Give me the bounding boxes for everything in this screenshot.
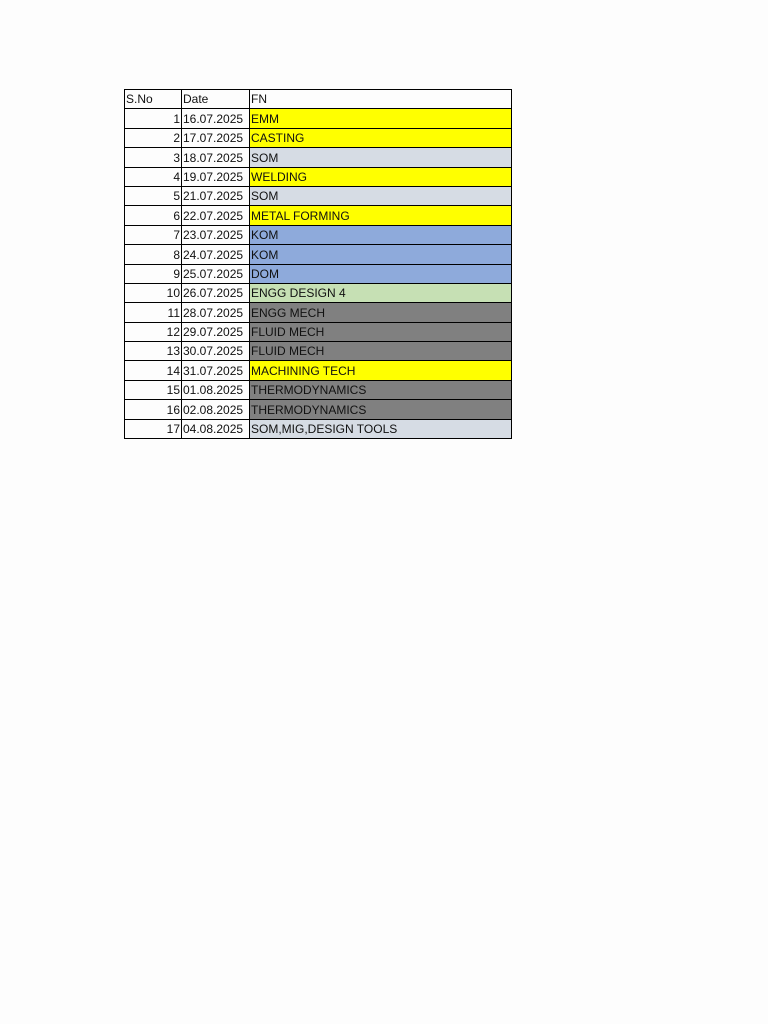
table-row [125, 322, 512, 341]
cell-date[interactable]: 31.07.2025 [182, 361, 250, 380]
schedule-table [124, 89, 512, 439]
cell-date[interactable]: 25.07.2025 [182, 264, 250, 283]
header-sno[interactable]: S.No [125, 90, 182, 109]
cell-fn[interactable]: KOM [250, 225, 512, 244]
table-row [125, 264, 512, 283]
cell-fn[interactable]: WELDING [250, 167, 512, 186]
cell-sno[interactable]: 7 [125, 225, 182, 244]
cell-sno[interactable]: 12 [125, 322, 182, 341]
table-row [125, 400, 512, 419]
cell-date[interactable]: 19.07.2025 [182, 167, 250, 186]
cell-fn[interactable]: METAL FORMING [250, 206, 512, 225]
cell-sno[interactable]: 3 [125, 148, 182, 167]
cell-date[interactable]: 17.07.2025 [182, 128, 250, 147]
cell-sno[interactable]: 1 [125, 109, 182, 128]
cell-date[interactable]: 24.07.2025 [182, 245, 250, 264]
cell-sno[interactable]: 9 [125, 264, 182, 283]
table-row [125, 128, 512, 147]
table-row [125, 186, 512, 205]
table-row [125, 167, 512, 186]
cell-date[interactable]: 26.07.2025 [182, 283, 250, 302]
cell-fn[interactable]: DOM [250, 264, 512, 283]
cell-fn[interactable]: ENGG MECH [250, 303, 512, 322]
header-row [125, 90, 512, 109]
cell-fn[interactable]: SOM [250, 148, 512, 167]
cell-sno[interactable]: 11 [125, 303, 182, 322]
cell-fn[interactable]: ENGG DESIGN 4 [250, 283, 512, 302]
cell-sno[interactable]: 6 [125, 206, 182, 225]
table-row [125, 206, 512, 225]
cell-fn[interactable]: FLUID MECH [250, 342, 512, 361]
schedule-table-body [125, 90, 512, 439]
cell-sno[interactable]: 4 [125, 167, 182, 186]
cell-fn[interactable]: SOM,MIG,DESIGN TOOLS [250, 419, 512, 438]
table-row [125, 225, 512, 244]
cell-date[interactable]: 01.08.2025 [182, 380, 250, 399]
cell-date[interactable]: 21.07.2025 [182, 186, 250, 205]
cell-sno[interactable]: 5 [125, 186, 182, 205]
cell-date[interactable]: 28.07.2025 [182, 303, 250, 322]
cell-date[interactable]: 29.07.2025 [182, 322, 250, 341]
cell-date[interactable]: 22.07.2025 [182, 206, 250, 225]
cell-fn[interactable]: MACHINING TECH [250, 361, 512, 380]
cell-fn[interactable]: FLUID MECH [250, 322, 512, 341]
table-row [125, 109, 512, 128]
cell-fn[interactable]: SOM [250, 186, 512, 205]
cell-sno[interactable]: 8 [125, 245, 182, 264]
cell-date[interactable]: 04.08.2025 [182, 419, 250, 438]
cell-date[interactable]: 23.07.2025 [182, 225, 250, 244]
cell-fn[interactable]: THERMODYNAMICS [250, 400, 512, 419]
cell-fn[interactable]: EMM [250, 109, 512, 128]
cell-sno[interactable]: 15 [125, 380, 182, 399]
table-row [125, 361, 512, 380]
table-row [125, 342, 512, 361]
cell-sno[interactable]: 10 [125, 283, 182, 302]
cell-date[interactable]: 02.08.2025 [182, 400, 250, 419]
cell-date[interactable]: 18.07.2025 [182, 148, 250, 167]
table-row [125, 245, 512, 264]
cell-fn[interactable]: CASTING [250, 128, 512, 147]
cell-sno[interactable]: 17 [125, 419, 182, 438]
cell-sno[interactable]: 14 [125, 361, 182, 380]
cell-sno[interactable]: 13 [125, 342, 182, 361]
header-fn[interactable]: FN [250, 90, 512, 109]
cell-fn[interactable]: THERMODYNAMICS [250, 380, 512, 399]
table-row [125, 419, 512, 438]
header-date[interactable]: Date [182, 90, 250, 109]
cell-fn[interactable]: KOM [250, 245, 512, 264]
cell-date[interactable]: 30.07.2025 [182, 342, 250, 361]
table-row [125, 283, 512, 302]
cell-sno[interactable]: 16 [125, 400, 182, 419]
cell-date[interactable]: 16.07.2025 [182, 109, 250, 128]
table-row [125, 303, 512, 322]
cell-sno[interactable]: 2 [125, 128, 182, 147]
table-row [125, 148, 512, 167]
table-row [125, 380, 512, 399]
